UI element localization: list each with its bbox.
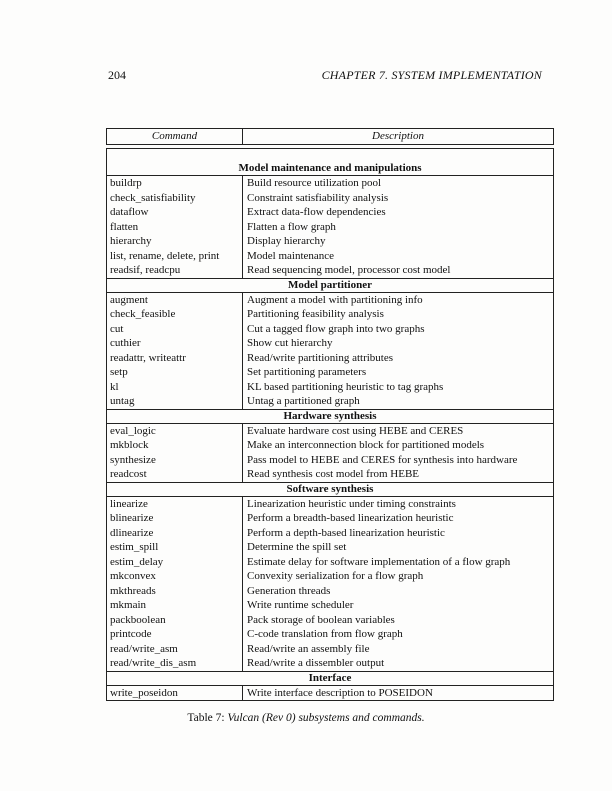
description-cell: Partitioning feasibility analysis (242, 307, 553, 322)
description-cell: Display hierarchy (242, 234, 553, 249)
command-cell: kl (110, 380, 119, 393)
table-header-row (106, 128, 554, 145)
table-row (107, 191, 553, 206)
command-cell: check_feasible (110, 308, 176, 320)
command-cell: augment (110, 293, 148, 306)
command-cell: list, rename, delete, print (110, 249, 220, 262)
command-cell: read/write_asm (110, 642, 178, 655)
command-cell: mkthreads (110, 584, 156, 597)
section-title: Hardware synthesis (107, 409, 553, 424)
command-cell: mkconvex (110, 570, 156, 582)
section-title: Software synthesis (107, 482, 553, 497)
description-cell: Read/write a dissembler output (242, 656, 553, 671)
command-cell: read/write_dis_asm (110, 657, 197, 669)
table-row (107, 569, 553, 584)
description-cell: Write interface description to POSEIDON (242, 686, 553, 701)
description-cell: Determine the spill set (242, 540, 553, 555)
table-row (107, 176, 553, 191)
table-row (107, 467, 553, 482)
description-cell: Build resource utilization pool (242, 176, 553, 191)
commands-table (106, 128, 554, 701)
description-cell: Estimate delay for software implementation of a flow graph (242, 555, 553, 570)
command-cell: linearize (110, 497, 148, 510)
description-cell: Set partitioning parameters (242, 365, 553, 380)
table-row (107, 584, 553, 599)
table-row (107, 453, 553, 468)
description-cell: Untag a partitioned graph (242, 394, 553, 409)
command-cell: estim_delay (110, 555, 164, 568)
command-cell: readattr, writeattr (110, 351, 186, 364)
command-cell: hierarchy (110, 235, 152, 247)
command-cell: check_satisfiability (110, 191, 196, 204)
section-rows (107, 686, 553, 701)
description-cell: KL based partitioning heuristic to tag graphs (242, 380, 553, 395)
page-number: 204 (108, 68, 126, 82)
command-cell: write_poseidon (110, 686, 178, 699)
description-cell: Augment a model with partitioning info (242, 293, 553, 308)
section-title: Interface (107, 671, 553, 686)
description-cell: Pass model to HEBE and CERES for synthesis into hardware (242, 453, 553, 468)
section-title: Model partitioner (107, 278, 553, 293)
table-row (107, 249, 553, 264)
command-cell: dataflow (110, 206, 149, 218)
description-cell: Read/write partitioning attributes (242, 351, 553, 366)
caption-label: Table 7: (187, 712, 228, 724)
command-cell: synthesize (110, 453, 156, 466)
command-cell: readcost (110, 468, 147, 480)
description-cell: C-code translation from flow graph (242, 627, 553, 642)
page-header (108, 68, 542, 84)
section-rows (107, 293, 553, 409)
section-rows (107, 424, 553, 482)
description-cell: Read sequencing model, processor cost model (242, 263, 553, 278)
description-cell: Extract data-flow dependencies (242, 205, 553, 220)
command-cell: readsif, readcpu (110, 264, 181, 276)
description-cell: Read synthesis cost model from HEBE (242, 467, 553, 482)
description-cell: Make an interconnection block for partitioned models (242, 438, 553, 453)
table-body (106, 148, 554, 701)
table-row (107, 656, 553, 671)
table-row (107, 511, 553, 526)
command-cell: packboolean (110, 613, 166, 626)
description-cell: Read/write an assembly file (242, 642, 553, 657)
table-row (107, 220, 553, 235)
description-cell: Model maintenance (242, 249, 553, 264)
table-row (107, 380, 553, 395)
table-row (107, 424, 553, 439)
description-cell: Show cut hierarchy (242, 336, 553, 351)
table-row (107, 307, 553, 322)
table-row (107, 526, 553, 541)
table-row (107, 205, 553, 220)
table-row (107, 365, 553, 380)
section-rows (107, 176, 553, 278)
description-cell: Convexity serialization for a flow graph (242, 569, 553, 584)
description-cell: Perform a depth-based linearization heuristic (242, 526, 553, 541)
section-title: Model maintenance and manipulations (107, 162, 553, 176)
command-cell: buildrp (110, 177, 142, 189)
command-cell: setp (110, 366, 128, 378)
description-cell: Pack storage of boolean variables (242, 613, 553, 628)
table-row (107, 394, 553, 409)
description-cell: Evaluate hardware cost using HEBE and CERES (242, 424, 553, 439)
table-row (107, 627, 553, 642)
section-rows (107, 497, 553, 671)
table-row (107, 598, 553, 613)
description-cell: Linearization heuristic under timing constraints (242, 497, 553, 512)
table-row (107, 293, 553, 308)
caption-text: Vulcan (Rev 0) subsystems and commands. (227, 712, 425, 724)
column-header-command: Command (151, 130, 198, 142)
command-cell: dlinearize (110, 526, 154, 539)
command-cell: mkblock (110, 439, 149, 451)
table-row (107, 336, 553, 351)
description-cell: Write runtime scheduler (242, 598, 553, 613)
command-cell: cut (110, 322, 124, 335)
table-row (107, 555, 553, 570)
description-cell: Constraint satisfiability analysis (242, 191, 553, 206)
description-cell: Generation threads (242, 584, 553, 599)
table-row (107, 686, 553, 701)
chapter-title: CHAPTER 7. SYSTEM IMPLEMENTATION (321, 68, 542, 82)
table-row (107, 613, 553, 628)
command-cell: blinearize (110, 512, 154, 524)
table-row (107, 438, 553, 453)
command-cell: printcode (110, 628, 152, 640)
table-row (107, 263, 553, 278)
table-row (107, 642, 553, 657)
description-cell: Cut a tagged flow graph into two graphs (242, 322, 553, 337)
command-cell: estim_spill (110, 541, 159, 553)
table-caption (0, 712, 612, 724)
command-cell: cuthier (110, 337, 141, 349)
description-cell: Perform a breadth-based linearization heuristic (242, 511, 553, 526)
description-cell: Flatten a flow graph (242, 220, 553, 235)
command-cell: mkmain (110, 599, 147, 611)
command-cell: untag (110, 395, 135, 407)
table-row (107, 351, 553, 366)
table-row (107, 322, 553, 337)
command-cell: flatten (110, 220, 139, 233)
table-row (107, 540, 553, 555)
column-header-description: Description (242, 129, 553, 144)
command-cell: eval_logic (110, 424, 156, 437)
table-row (107, 234, 553, 249)
table-row (107, 497, 553, 512)
